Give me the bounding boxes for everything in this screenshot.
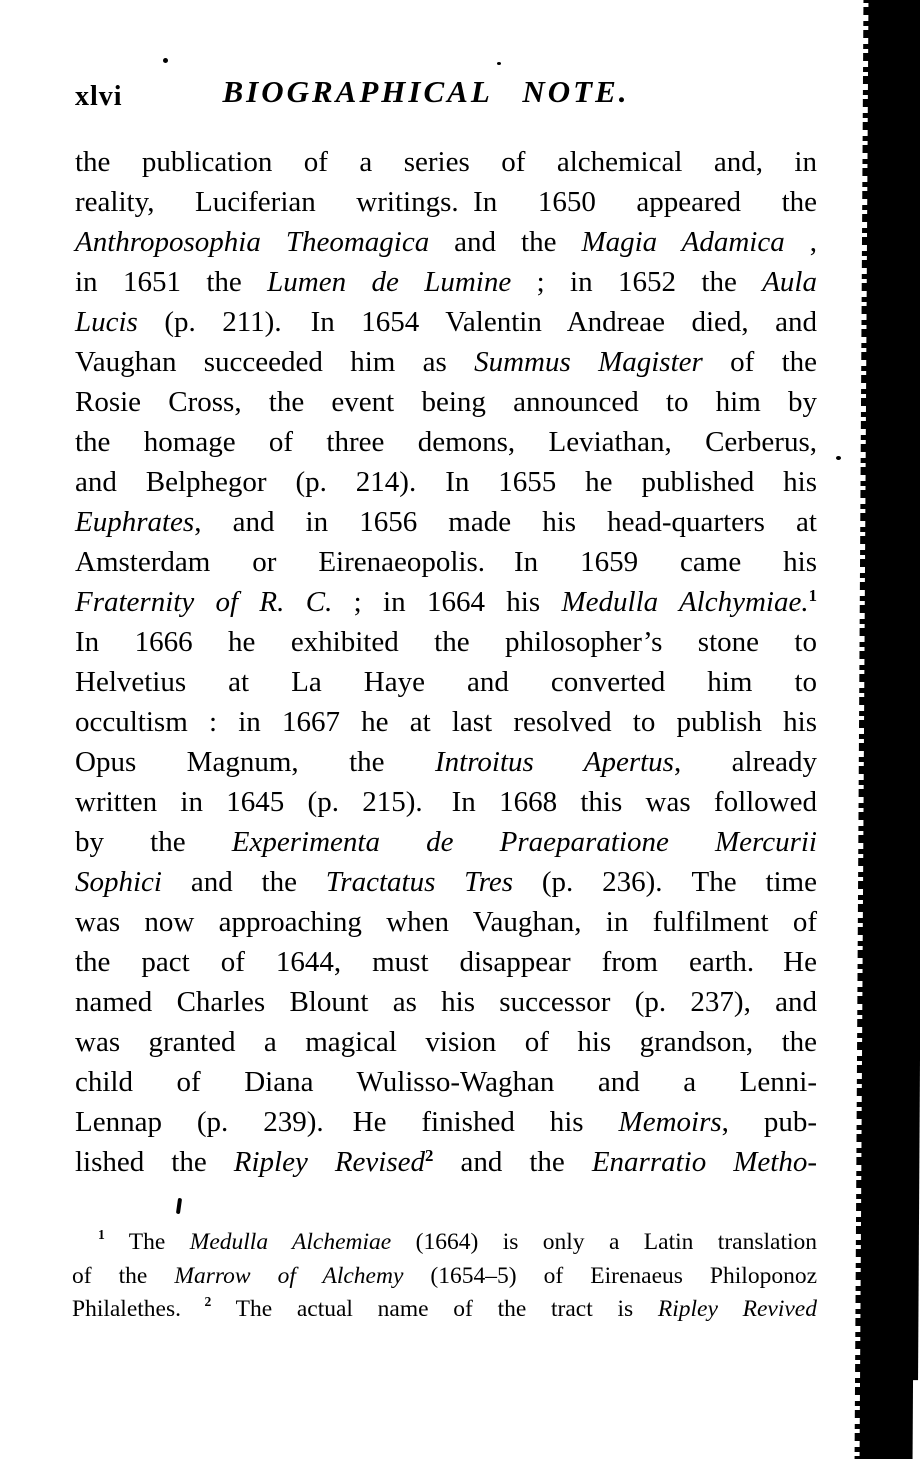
text-segment: Lennap (p. 239). He finished his bbox=[75, 1106, 619, 1138]
text-line bbox=[75, 942, 817, 982]
text-line bbox=[75, 462, 817, 502]
text-line bbox=[75, 302, 817, 342]
text-segment: in 1651 the bbox=[75, 266, 268, 298]
text-segment: (1654–5) of Eirenaeus Philoponoz bbox=[403, 1262, 817, 1289]
text-line bbox=[75, 702, 817, 742]
page-number: xlvi bbox=[75, 81, 123, 112]
text-segment: child of Diana Wulisso-Waghan and a Lenni- bbox=[75, 1066, 817, 1098]
ink-speck bbox=[836, 456, 841, 460]
footnotes-block bbox=[72, 1226, 817, 1327]
text-segment: (p. 236). The time bbox=[513, 866, 817, 898]
text-segment: In 1666 he exhibited the philosopher’s stone to bbox=[75, 626, 817, 658]
italic-text-segment: Fraternity of R. C. bbox=[75, 586, 333, 618]
italic-text-segment: Experimenta de Praeparatione Mercurii bbox=[231, 826, 817, 858]
italic-text-segment: Medulla Alchymiae. bbox=[561, 586, 809, 618]
text-line bbox=[75, 1022, 817, 1062]
text-segment: the homage of three demons, Leviathan, Cerberus, bbox=[75, 426, 817, 458]
text-line bbox=[75, 142, 817, 182]
running-head-title: BIOGRAPHICAL NOTE. bbox=[222, 74, 630, 109]
text-line bbox=[72, 1260, 817, 1294]
text-segment: of the bbox=[72, 1262, 175, 1289]
text-line bbox=[75, 222, 817, 262]
text-line bbox=[75, 1102, 817, 1142]
italic-text-segment: Aula bbox=[762, 266, 817, 298]
text-line bbox=[75, 902, 817, 942]
italic-text-segment: Introitus Apertus bbox=[434, 746, 674, 778]
text-line bbox=[72, 1293, 817, 1327]
text-line bbox=[75, 862, 817, 902]
italic-text-segment: Ripley Revived bbox=[657, 1296, 817, 1322]
text-line bbox=[75, 422, 817, 462]
text-line bbox=[75, 182, 817, 222]
text-segment: named Charles Blount as his successor (p. 237), and bbox=[75, 986, 817, 1018]
italic-text-segment: Lucis bbox=[75, 306, 138, 338]
text-line bbox=[75, 1062, 817, 1102]
italic-text-segment: Summus Magister bbox=[474, 346, 703, 378]
text-line bbox=[75, 662, 817, 702]
text-segment: written in 1645 (p. 215). In 1668 this was followed bbox=[75, 786, 817, 818]
text-segment: Philalethes. bbox=[72, 1296, 205, 1322]
text-segment: Amsterdam or Eirenaeopolis. In 1659 came his bbox=[75, 546, 817, 578]
text-segment: , already bbox=[673, 746, 817, 778]
text-segment: , pub- bbox=[721, 1106, 817, 1138]
scan-gutter-bar bbox=[859, 0, 920, 1459]
text-segment: , bbox=[784, 226, 817, 258]
text-segment: Helvetius at La Haye and converted him to bbox=[75, 666, 817, 698]
text-line bbox=[75, 622, 817, 662]
italic-text-segment: Sophici bbox=[75, 866, 162, 898]
italic-text-segment: Medulla Alchemiae bbox=[189, 1229, 392, 1255]
text-segment: was granted a magical vision of his grandson, the bbox=[75, 1026, 817, 1058]
text-line bbox=[75, 822, 817, 862]
text-segment: and the bbox=[433, 1146, 592, 1178]
text-line bbox=[75, 782, 817, 822]
text-segment: The bbox=[104, 1229, 190, 1255]
text-segment: reality, Luciferian writings. In 1650 appeared the bbox=[75, 186, 817, 218]
italic-text-segment: Memoirs bbox=[618, 1106, 722, 1138]
text-line bbox=[75, 582, 817, 622]
italic-text-segment: Tractatus Tres bbox=[325, 866, 514, 898]
text-line bbox=[75, 382, 817, 422]
text-segment: occultism : in 1667 he at last resolved to publish his bbox=[75, 706, 817, 738]
text-segment: ; in 1664 his bbox=[332, 586, 562, 618]
ink-speck bbox=[497, 62, 501, 65]
text-segment: and the bbox=[429, 226, 582, 258]
text-line bbox=[72, 1226, 817, 1260]
footnote-marker: 2 bbox=[204, 1294, 212, 1309]
footnote-marker: 2 bbox=[425, 1146, 434, 1165]
text-segment: ; in 1652 the bbox=[511, 266, 763, 298]
text-segment: the pact of 1644, must disappear from earth. He bbox=[75, 946, 817, 978]
text-line bbox=[75, 1142, 817, 1182]
text-line bbox=[75, 342, 817, 382]
text-segment: Opus Magnum, the bbox=[75, 746, 435, 778]
ink-speck bbox=[163, 58, 168, 63]
text-line bbox=[75, 262, 817, 302]
footnote-marker: 1 bbox=[808, 586, 817, 605]
italic-text-segment: Enarratio Metho- bbox=[591, 1146, 817, 1178]
text-segment: (1664) is only a Latin translation bbox=[391, 1229, 817, 1255]
text-line bbox=[75, 502, 817, 542]
italic-text-segment: Marrow of Alchemy bbox=[174, 1262, 404, 1289]
italic-text-segment: Magia Adamica bbox=[581, 226, 785, 258]
text-segment: (p. 211). In 1654 Valentin Andreae died, and bbox=[137, 306, 817, 338]
ink-speck bbox=[176, 1198, 182, 1214]
text-segment: Vaughan succeeded him as bbox=[75, 346, 475, 378]
text-segment: by the bbox=[75, 826, 232, 858]
text-segment: lished the bbox=[75, 1146, 234, 1178]
text-line bbox=[75, 742, 817, 782]
text-segment: was now approaching when Vaughan, in fulfilment of bbox=[75, 906, 817, 938]
text-segment: of the bbox=[702, 346, 818, 378]
footnote-marker: 1 bbox=[98, 1227, 105, 1242]
text-segment: the publication of a series of alchemical and, in bbox=[75, 146, 817, 178]
text-segment: and the bbox=[162, 866, 326, 898]
text-line bbox=[75, 542, 817, 582]
text-segment: , and in 1656 made his head-quarters at bbox=[194, 506, 817, 538]
italic-text-segment: Ripley Revised bbox=[233, 1146, 426, 1178]
italic-text-segment: Euphrates bbox=[75, 506, 195, 538]
text-segment: and Belphegor (p. 214). In 1655 he published his bbox=[75, 466, 817, 498]
body-text-block bbox=[75, 142, 817, 1182]
text-segment: Rosie Cross, the event being announced to him by bbox=[75, 386, 817, 418]
italic-text-segment: Lumen de Lumine bbox=[267, 266, 512, 298]
italic-text-segment: Anthroposophia Theomagica bbox=[75, 226, 430, 258]
text-line bbox=[75, 982, 817, 1022]
page-header bbox=[75, 74, 817, 118]
text-segment: The actual name of the tract is bbox=[211, 1296, 658, 1322]
